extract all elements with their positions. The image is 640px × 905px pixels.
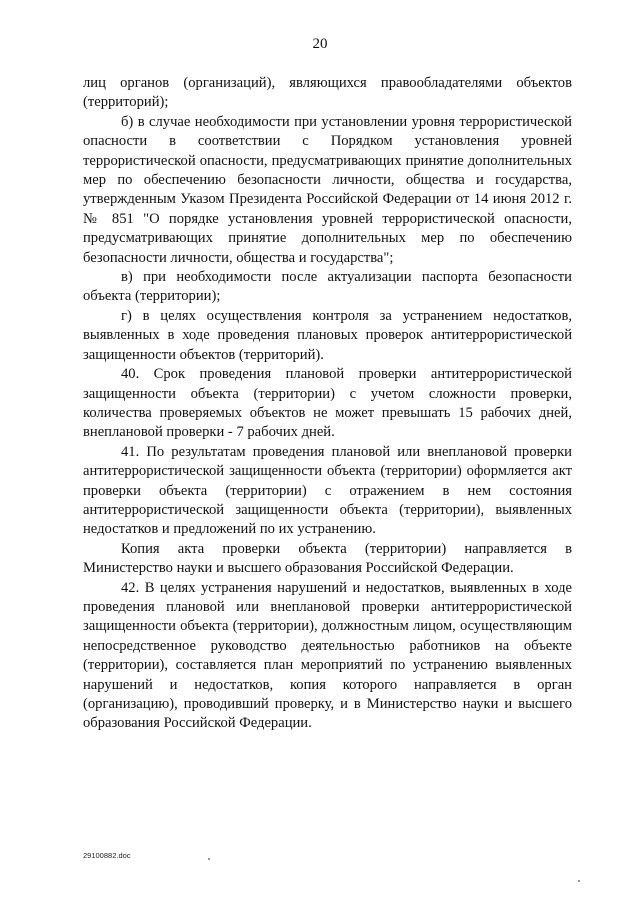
page-number: 20 bbox=[312, 36, 328, 52]
document-file-code: 29100882.doc bbox=[83, 851, 131, 860]
scan-speck bbox=[578, 880, 580, 882]
paragraph-item-v: в) при необходимости после актуализации паспорта безопасности объекта (территории); bbox=[83, 269, 572, 305]
document-body bbox=[83, 74, 572, 734]
paragraph-item-b: б) в случае необходимости при установлении уровня террористической опасности в соответствии с Порядком установления уровней террористической опасности, предусматривающих принятие дополнительных мер по обеспечению безопасности личности, общества и государства, утвержденным Указом Президента Российской Федерации от 14 июня 2012 г. № 851 "О порядке установления уровней террористической опасности, предусматривающих принятие дополнительных мер по обеспечению безопасности личности, общества и государства"; bbox=[83, 113, 572, 266]
scan-speck bbox=[208, 858, 210, 860]
paragraph-continuation: лиц органов (организаций), являющихся правообладателями объектов (территорий); bbox=[83, 75, 572, 111]
paragraph-40: 40. Срок проведения плановой проверки антитеррористической защищенности объекта (территории) с учетом сложности проверки, количества проверяемых объектов не может превышать 15 рабочих дней, внеплановой проверки - 7 рабочих дней. bbox=[83, 366, 572, 441]
paragraph-item-g: г) в целях осуществления контроля за устранением недостатков, выявленных в ходе проведения плановых проверок антитеррористической защищенности объектов (территорий). bbox=[83, 307, 572, 363]
paragraph-41-copy: Копия акта проверки объекта (территории) направляется в Министерство науки и высшего образования Российской Федерации. bbox=[83, 540, 572, 577]
paragraph-42: 42. В целях устранения нарушений и недостатков, выявленных в ходе проведения плановой или внеплановой проверки антитеррористической защищенности объекта (территории), должностным лицом, осуществляющим непосредственное руководство деятельностью работников на объекте (территории), составляется план мероприятий по устранению выявленных нарушений и недостатков, копия которого направляется в орган (организацию), проводивший проверку, и в Министерство науки и высшего образования Российской Федерации. bbox=[83, 579, 572, 732]
paragraph-41: 41. По результатам проведения плановой или внеплановой проверки антитеррористической защищенности объекта (территории) оформляется акт проверки объекта (территории) с отражением в нем состояния антитеррористической защищенности объекта (территории), выявленных недостатков и предложений по их устранению. bbox=[83, 443, 572, 538]
